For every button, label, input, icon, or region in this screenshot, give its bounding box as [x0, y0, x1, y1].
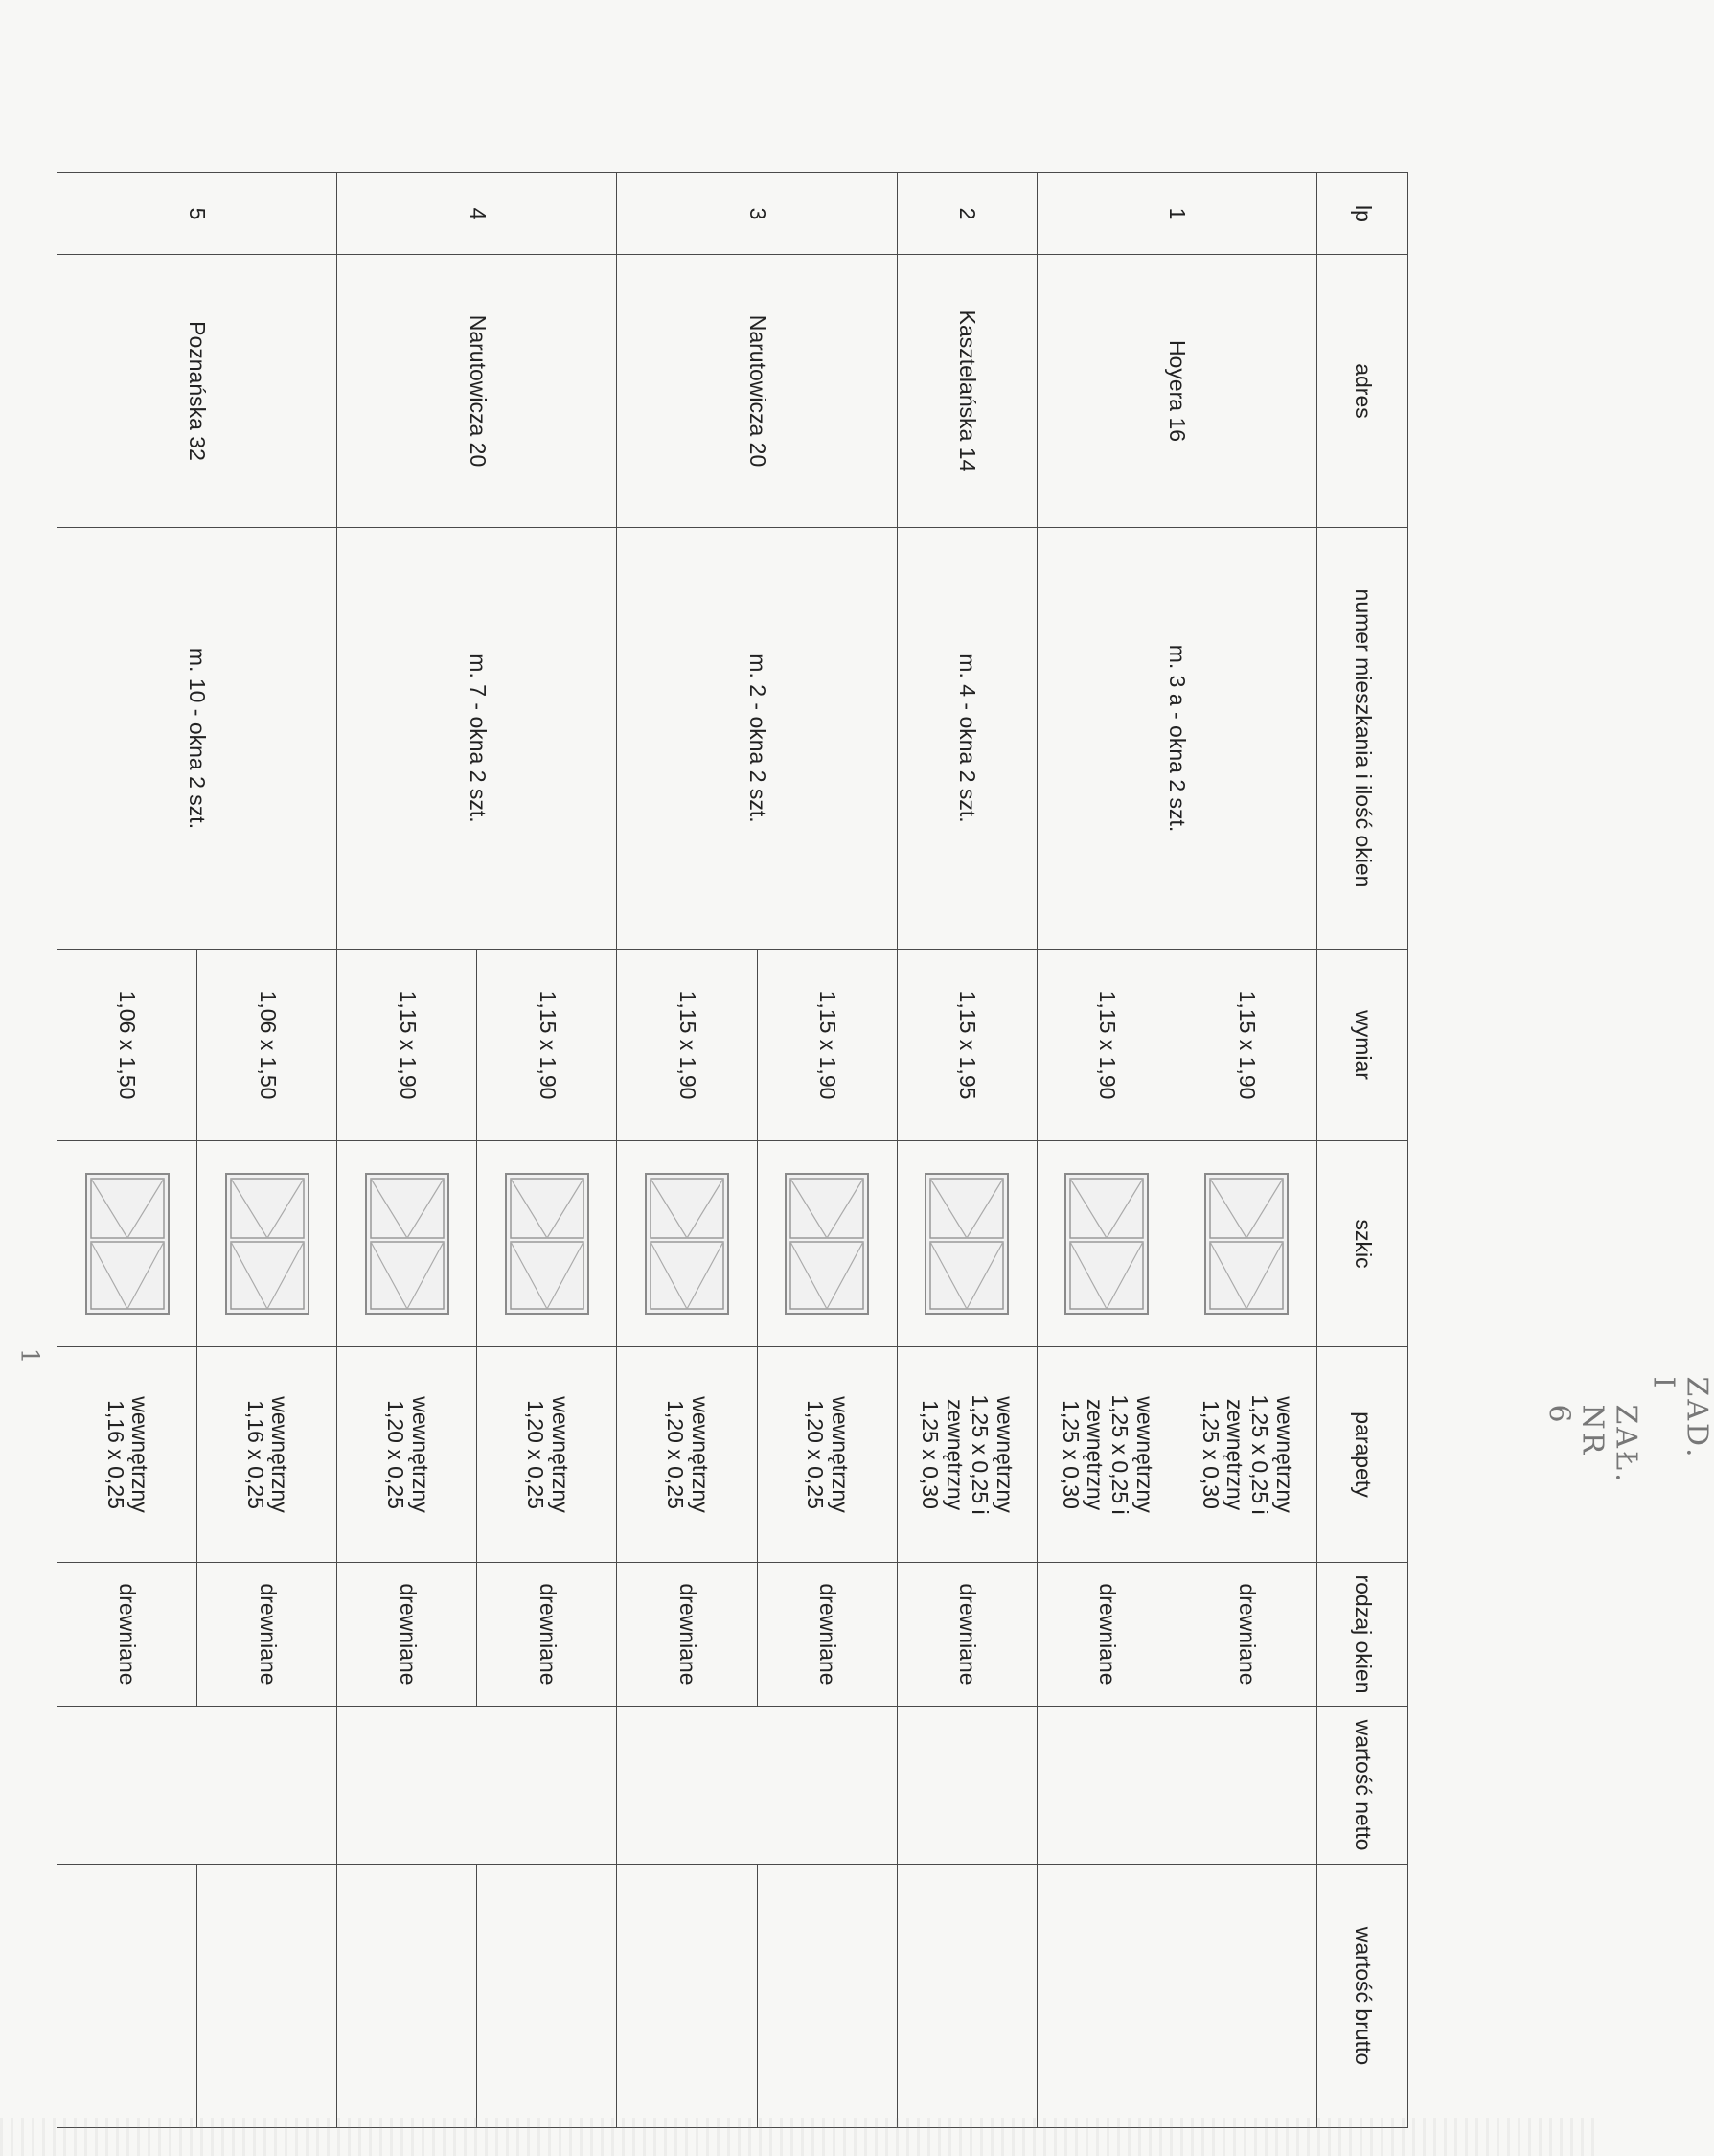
cell-adres: Hoyera 16 — [1037, 255, 1316, 528]
cell-lp: 2 — [897, 173, 1037, 255]
header-numer: numer mieszkania i ilość okien — [1317, 528, 1408, 950]
header-row — [1317, 173, 1408, 2128]
cell-wymiar: 1,06 x 1,50 — [197, 950, 337, 1141]
cell-wymiar: 1,15 x 1,95 — [897, 950, 1037, 1141]
window-sketch-icon — [1063, 1172, 1150, 1316]
cell-rodzaj: drewniane — [477, 1563, 617, 1707]
cell-szkic — [57, 1141, 197, 1347]
cell-numer: m. 10 - okna 2 szt. — [57, 528, 337, 950]
cell-brutto — [57, 1865, 197, 2128]
cell-rodzaj: drewniane — [757, 1563, 897, 1707]
cell-parapety: wewnętrzny 1,25 x 0,25 i zewnętrzny 1,25 x 0,30 — [897, 1347, 1037, 1563]
cell-wymiar: 1,15 x 1,90 — [1037, 950, 1177, 1141]
cell-wymiar: 1,15 x 1,90 — [1177, 950, 1316, 1141]
header-szkic: szkic — [1317, 1141, 1408, 1347]
header-parapety: parapety — [1317, 1347, 1408, 1563]
cell-parapety: wewnętrzny 1,16 x 0,25 — [57, 1347, 197, 1563]
cell-lp: 3 — [617, 173, 897, 255]
cell-wymiar: 1,15 x 1,90 — [477, 950, 617, 1141]
cell-wymiar: 1,15 x 1,90 — [617, 950, 757, 1141]
window-sketch-icon — [644, 1172, 730, 1316]
cell-adres: Poznańska 32 — [57, 255, 337, 528]
handwritten-note-zad: ZAD. I — [1646, 1376, 1714, 1460]
cell-netto — [617, 1707, 897, 1865]
cell-netto — [897, 1707, 1037, 1865]
cell-parapety: wewnętrzny 1,20 x 0,25 — [617, 1347, 757, 1563]
cell-brutto — [617, 1865, 757, 2128]
cell-szkic — [757, 1141, 897, 1347]
header-wymiar: wymiar — [1317, 950, 1408, 1141]
cell-brutto — [1177, 1865, 1316, 2128]
cell-szkic — [337, 1141, 477, 1347]
cell-brutto — [897, 1865, 1037, 2128]
cell-numer: m. 7 - okna 2 szt. — [337, 528, 617, 950]
cell-numer: m. 4 - okna 2 szt. — [897, 528, 1037, 950]
header-rodzaj: rodzaj okien — [1317, 1563, 1408, 1707]
window-sketch-icon — [784, 1172, 870, 1316]
cell-netto — [337, 1707, 617, 1865]
windows-table — [57, 172, 1408, 2128]
cell-szkic — [1037, 1141, 1177, 1347]
handwritten-note-zal: ZAŁ. NR 6 — [1542, 1404, 1643, 1485]
window-sketch-icon — [924, 1172, 1010, 1316]
cell-rodzaj: drewniane — [1037, 1563, 1177, 1707]
cell-rodzaj: drewniane — [197, 1563, 337, 1707]
cell-brutto — [337, 1865, 477, 2128]
cell-numer: m. 2 - okna 2 szt. — [617, 528, 897, 950]
header-lp: lp — [1317, 173, 1408, 255]
cell-adres: Kasztelańska 14 — [897, 255, 1037, 528]
cell-adres: Narutowicza 20 — [617, 255, 897, 528]
window-sketch-icon — [504, 1172, 590, 1316]
cell-wymiar: 1,06 x 1,50 — [57, 950, 197, 1141]
cell-szkic — [897, 1141, 1037, 1347]
cell-rodzaj: drewniane — [1177, 1563, 1316, 1707]
cell-parapety: wewnętrzny 1,16 x 0,25 — [197, 1347, 337, 1563]
window-sketch-icon — [364, 1172, 450, 1316]
cell-szkic — [197, 1141, 337, 1347]
cell-parapety: wewnętrzny 1,20 x 0,25 — [757, 1347, 897, 1563]
cell-rodzaj: drewniane — [897, 1563, 1037, 1707]
cell-lp: 1 — [1037, 173, 1316, 255]
cell-netto — [57, 1707, 337, 1865]
cell-netto — [1037, 1707, 1316, 1865]
cell-szkic — [1177, 1141, 1316, 1347]
cell-lp: 5 — [57, 173, 337, 255]
cell-wymiar: 1,15 x 1,90 — [337, 950, 477, 1141]
cell-szkic — [617, 1141, 757, 1347]
header-netto: wartość netto — [1317, 1707, 1408, 1865]
table-row — [897, 173, 1037, 2128]
cell-numer: m. 3 a - okna 2 szt. — [1037, 528, 1316, 950]
cell-wymiar: 1,15 x 1,90 — [757, 950, 897, 1141]
cell-rodzaj: drewniane — [617, 1563, 757, 1707]
header-brutto: wartość brutto — [1317, 1865, 1408, 2128]
header-adres: adres — [1317, 255, 1408, 528]
cell-parapety: wewnętrzny 1,20 x 0,25 — [337, 1347, 477, 1563]
table-row — [197, 173, 337, 2128]
cell-parapety: wewnętrzny 1,25 x 0,25 i zewnętrzny 1,25 x 0,30 — [1177, 1347, 1316, 1563]
cell-parapety: wewnętrzny 1,20 x 0,25 — [477, 1347, 617, 1563]
cell-lp: 4 — [337, 173, 617, 255]
table-row — [477, 173, 617, 2128]
cell-brutto — [477, 1865, 617, 2128]
cell-rodzaj: drewniane — [57, 1563, 197, 1707]
window-sketch-icon — [224, 1172, 310, 1316]
window-sketch-icon — [84, 1172, 171, 1316]
table-row — [1177, 173, 1316, 2128]
cell-brutto — [197, 1865, 337, 2128]
cell-brutto — [757, 1865, 897, 2128]
cell-adres: Narutowicza 20 — [337, 255, 617, 528]
rotated-page — [57, 172, 1408, 2127]
page-mark: 1 — [14, 1347, 44, 1365]
cell-rodzaj: drewniane — [337, 1563, 477, 1707]
table-row — [757, 173, 897, 2128]
cell-brutto — [1037, 1865, 1177, 2128]
cell-szkic — [477, 1141, 617, 1347]
cell-parapety: wewnętrzny 1,25 x 0,25 i zewnętrzny 1,25 x 0,30 — [1037, 1347, 1177, 1563]
scan-noise — [0, 2118, 1594, 2156]
window-sketch-icon — [1203, 1172, 1290, 1316]
